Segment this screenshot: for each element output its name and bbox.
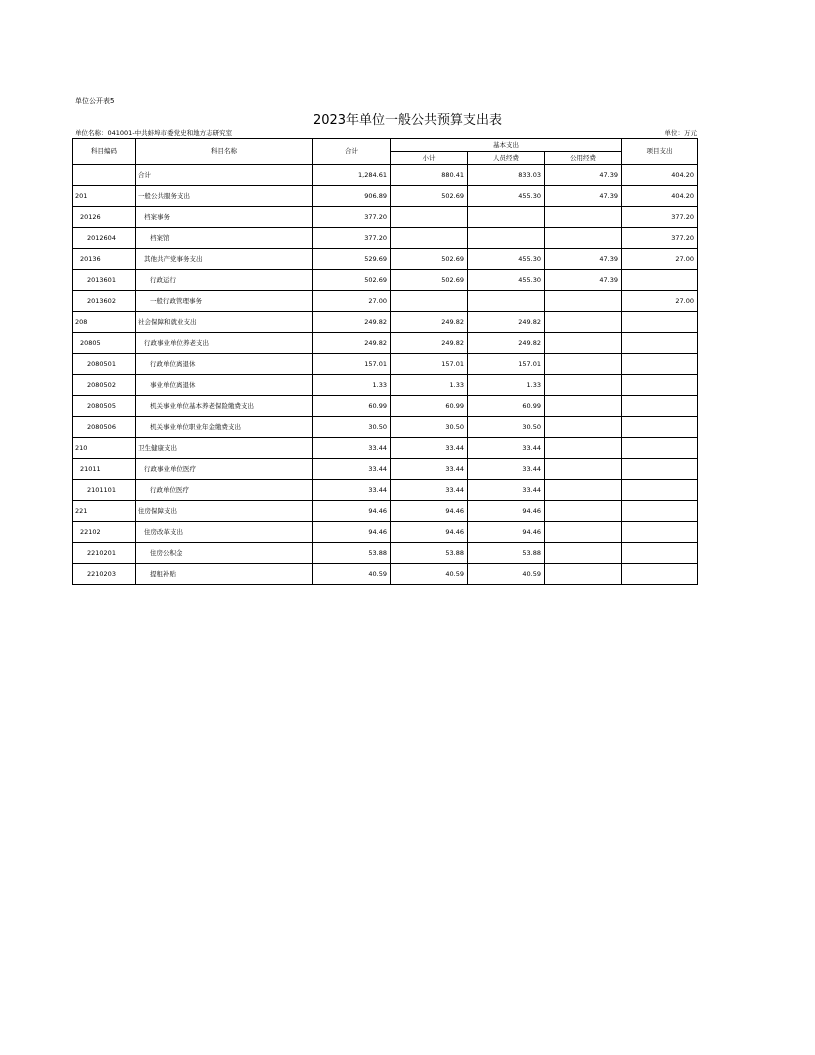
total-cell: 1.33 — [313, 375, 391, 396]
table-body — [73, 165, 698, 585]
total-cell: 377.20 — [313, 228, 391, 249]
subtotal-cell: 249.82 — [391, 333, 468, 354]
project-cell — [622, 333, 698, 354]
project-cell — [622, 354, 698, 375]
name-cell: 机关事业单位基本养老保险缴费支出 — [136, 396, 313, 417]
code-cell — [73, 165, 136, 186]
personnel-cell: 40.59 — [468, 564, 545, 585]
project-cell: 27.00 — [622, 249, 698, 270]
table-row — [73, 522, 698, 543]
table-row — [73, 186, 698, 207]
project-cell — [622, 312, 698, 333]
personnel-cell: 60.99 — [468, 396, 545, 417]
public-cell — [545, 438, 622, 459]
total-cell: 94.46 — [313, 522, 391, 543]
public-cell — [545, 291, 622, 312]
table-row — [73, 312, 698, 333]
project-cell — [622, 270, 698, 291]
subtotal-cell — [391, 207, 468, 228]
public-cell — [545, 396, 622, 417]
header-row-1 — [73, 139, 698, 152]
personnel-cell: 1.33 — [468, 375, 545, 396]
code-cell: 2080505 — [73, 396, 136, 417]
project-cell: 404.20 — [622, 186, 698, 207]
public-cell: 47.39 — [545, 186, 622, 207]
code-cell: 221 — [73, 501, 136, 522]
code-cell: 20136 — [73, 249, 136, 270]
code-cell: 2080502 — [73, 375, 136, 396]
subtotal-cell: 53.88 — [391, 543, 468, 564]
personnel-cell: 157.01 — [468, 354, 545, 375]
subtotal-cell: 157.01 — [391, 354, 468, 375]
name-cell: 住房保障支出 — [136, 501, 313, 522]
name-cell: 档案馆 — [136, 228, 313, 249]
table-number-label: 单位公开表5 — [75, 97, 115, 105]
name-cell: 卫生健康支出 — [136, 438, 313, 459]
total-cell: 33.44 — [313, 480, 391, 501]
project-cell: 404.20 — [622, 165, 698, 186]
table-row — [73, 291, 698, 312]
name-cell: 合计 — [136, 165, 313, 186]
project-cell — [622, 438, 698, 459]
table-row — [73, 270, 698, 291]
header-project: 项目支出 — [622, 139, 698, 165]
personnel-cell: 33.44 — [468, 438, 545, 459]
public-cell — [545, 417, 622, 438]
code-cell: 2101101 — [73, 480, 136, 501]
subtotal-cell: 249.82 — [391, 312, 468, 333]
public-cell — [545, 207, 622, 228]
table-header — [73, 139, 698, 165]
public-cell — [545, 312, 622, 333]
name-cell: 行政单位离退休 — [136, 354, 313, 375]
public-cell — [545, 459, 622, 480]
code-cell: 2210203 — [73, 564, 136, 585]
currency-unit-label: 单位：万元 — [664, 129, 697, 137]
table-row — [73, 375, 698, 396]
code-cell: 2012604 — [73, 228, 136, 249]
public-cell — [545, 522, 622, 543]
project-cell — [622, 459, 698, 480]
total-cell: 1,284.61 — [313, 165, 391, 186]
subtotal-cell: 502.69 — [391, 186, 468, 207]
public-cell — [545, 564, 622, 585]
code-cell: 20126 — [73, 207, 136, 228]
personnel-cell: 455.30 — [468, 186, 545, 207]
public-cell: 47.39 — [545, 165, 622, 186]
name-cell: 一般公共服务支出 — [136, 186, 313, 207]
project-cell: 377.20 — [622, 228, 698, 249]
total-cell: 377.20 — [313, 207, 391, 228]
personnel-cell — [468, 291, 545, 312]
table-row — [73, 480, 698, 501]
personnel-cell: 33.44 — [468, 459, 545, 480]
table-row — [73, 249, 698, 270]
personnel-cell: 94.46 — [468, 522, 545, 543]
personnel-cell: 455.30 — [468, 270, 545, 291]
subtotal-cell: 880.41 — [391, 165, 468, 186]
name-cell: 行政单位医疗 — [136, 480, 313, 501]
personnel-cell — [468, 207, 545, 228]
code-cell: 2080501 — [73, 354, 136, 375]
project-cell — [622, 417, 698, 438]
code-cell: 208 — [73, 312, 136, 333]
name-cell: 一般行政管理事务 — [136, 291, 313, 312]
code-cell: 210 — [73, 438, 136, 459]
table-row — [73, 333, 698, 354]
code-cell: 20805 — [73, 333, 136, 354]
total-cell: 249.82 — [313, 333, 391, 354]
table-row — [73, 165, 698, 186]
code-cell: 2210201 — [73, 543, 136, 564]
table-row — [73, 564, 698, 585]
personnel-cell — [468, 228, 545, 249]
name-cell: 社会保障和就业支出 — [136, 312, 313, 333]
subtotal-cell: 33.44 — [391, 438, 468, 459]
total-cell: 529.69 — [313, 249, 391, 270]
name-cell: 其他共产党事务支出 — [136, 249, 313, 270]
table-row — [73, 501, 698, 522]
header-subtotal: 小计 — [391, 152, 468, 165]
subtotal-cell: 30.50 — [391, 417, 468, 438]
total-cell: 33.44 — [313, 459, 391, 480]
table-row — [73, 438, 698, 459]
subtotal-cell: 94.46 — [391, 501, 468, 522]
subtotal-cell: 33.44 — [391, 480, 468, 501]
personnel-cell: 33.44 — [468, 480, 545, 501]
budget-expenditure-table — [72, 138, 698, 585]
total-cell: 40.59 — [313, 564, 391, 585]
code-cell: 22102 — [73, 522, 136, 543]
personnel-cell: 94.46 — [468, 501, 545, 522]
name-cell: 提租补贴 — [136, 564, 313, 585]
subtotal-cell: 60.99 — [391, 396, 468, 417]
header-name: 科目名称 — [136, 139, 313, 165]
table-row — [73, 354, 698, 375]
public-cell — [545, 480, 622, 501]
project-cell — [622, 480, 698, 501]
total-cell: 249.82 — [313, 312, 391, 333]
total-cell: 906.89 — [313, 186, 391, 207]
subtotal-cell — [391, 228, 468, 249]
personnel-cell: 455.30 — [468, 249, 545, 270]
public-cell — [545, 501, 622, 522]
name-cell: 住房改革支出 — [136, 522, 313, 543]
subtotal-cell: 1.33 — [391, 375, 468, 396]
project-cell — [622, 522, 698, 543]
code-cell: 2013602 — [73, 291, 136, 312]
total-cell: 33.44 — [313, 438, 391, 459]
public-cell — [545, 333, 622, 354]
personnel-cell: 30.50 — [468, 417, 545, 438]
public-cell: 47.39 — [545, 249, 622, 270]
subtotal-cell: 33.44 — [391, 459, 468, 480]
public-cell — [545, 375, 622, 396]
name-cell: 行政事业单位医疗 — [136, 459, 313, 480]
public-cell: 47.39 — [545, 270, 622, 291]
table-row — [73, 459, 698, 480]
header-basic: 基本支出 — [391, 139, 622, 152]
header-personnel: 人员经费 — [468, 152, 545, 165]
total-cell: 502.69 — [313, 270, 391, 291]
header-total: 合计 — [313, 139, 391, 165]
total-cell: 27.00 — [313, 291, 391, 312]
project-cell: 377.20 — [622, 207, 698, 228]
personnel-cell: 249.82 — [468, 312, 545, 333]
total-cell: 30.50 — [313, 417, 391, 438]
subtotal-cell: 94.46 — [391, 522, 468, 543]
code-cell: 201 — [73, 186, 136, 207]
header-public: 公用经费 — [545, 152, 622, 165]
table-row — [73, 228, 698, 249]
code-cell: 2013601 — [73, 270, 136, 291]
public-cell — [545, 543, 622, 564]
page-title: 2023年单位一般公共预算支出表 — [312, 113, 503, 128]
personnel-cell: 833.03 — [468, 165, 545, 186]
public-cell — [545, 354, 622, 375]
project-cell — [622, 375, 698, 396]
table-row — [73, 396, 698, 417]
unit-name-label: 单位名称：041001-中共蚌埠市委党史和地方志研究室 — [75, 129, 233, 137]
table-row — [73, 207, 698, 228]
subtotal-cell — [391, 291, 468, 312]
name-cell: 机关事业单位职业年金缴费支出 — [136, 417, 313, 438]
table-row — [73, 543, 698, 564]
subtotal-cell: 40.59 — [391, 564, 468, 585]
project-cell — [622, 501, 698, 522]
name-cell: 住房公积金 — [136, 543, 313, 564]
name-cell: 事业单位离退休 — [136, 375, 313, 396]
code-cell: 21011 — [73, 459, 136, 480]
name-cell: 档案事务 — [136, 207, 313, 228]
project-cell: 27.00 — [622, 291, 698, 312]
subtotal-cell: 502.69 — [391, 249, 468, 270]
personnel-cell: 249.82 — [468, 333, 545, 354]
project-cell — [622, 396, 698, 417]
total-cell: 53.88 — [313, 543, 391, 564]
code-cell: 2080506 — [73, 417, 136, 438]
name-cell: 行政事业单位养老支出 — [136, 333, 313, 354]
name-cell: 行政运行 — [136, 270, 313, 291]
table-row — [73, 417, 698, 438]
total-cell: 157.01 — [313, 354, 391, 375]
public-cell — [545, 228, 622, 249]
project-cell — [622, 564, 698, 585]
total-cell: 60.99 — [313, 396, 391, 417]
project-cell — [622, 543, 698, 564]
subtotal-cell: 502.69 — [391, 270, 468, 291]
personnel-cell: 53.88 — [468, 543, 545, 564]
total-cell: 94.46 — [313, 501, 391, 522]
header-code: 科目编码 — [73, 139, 136, 165]
